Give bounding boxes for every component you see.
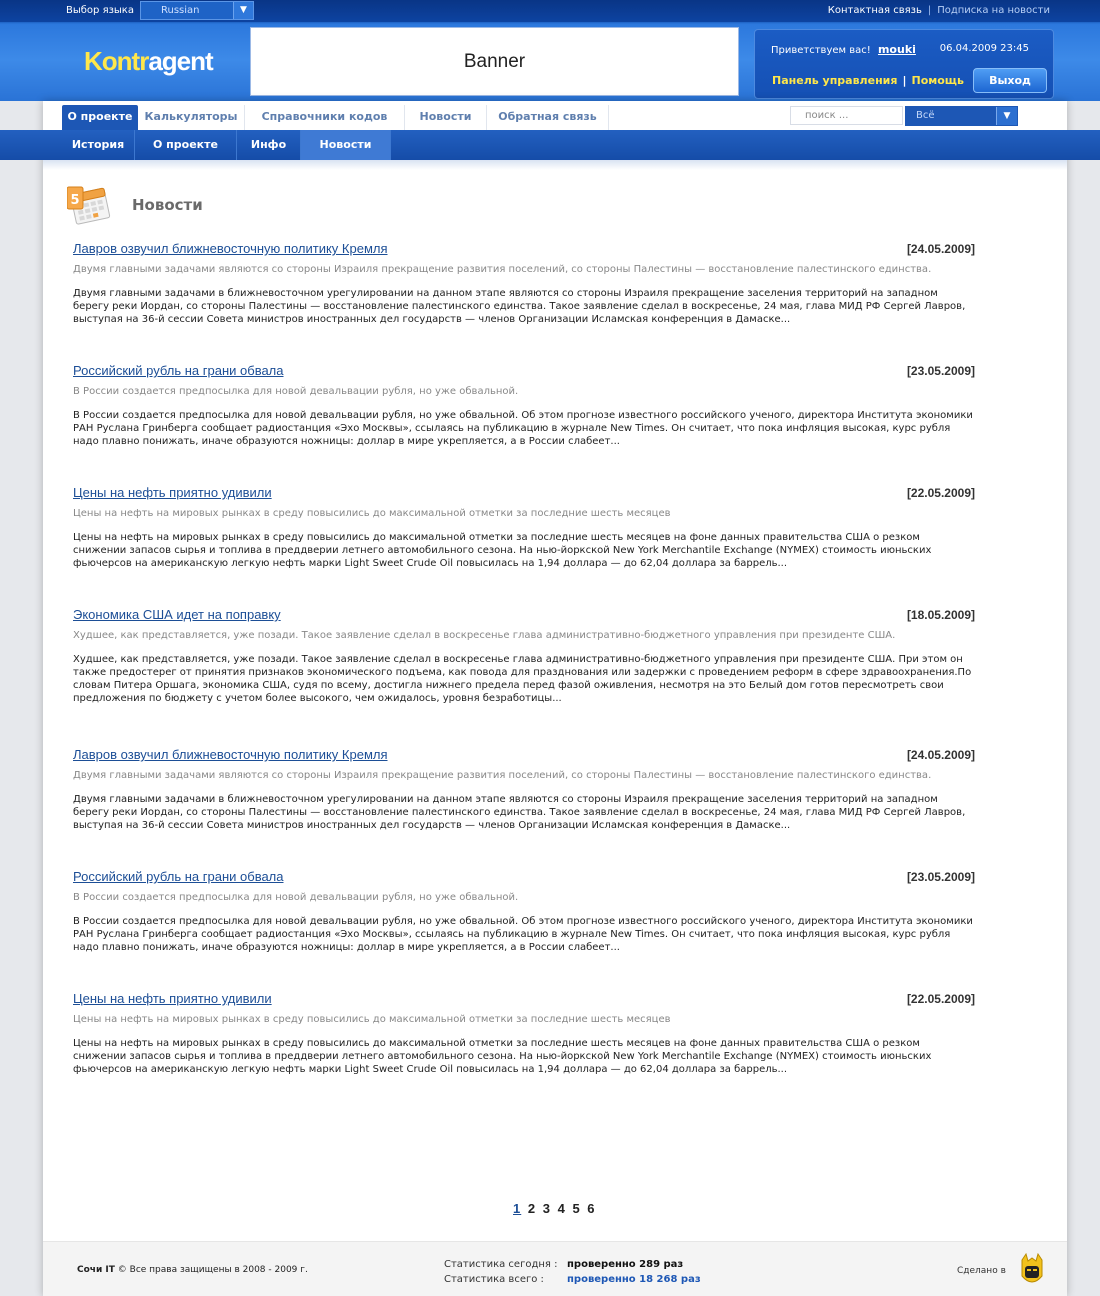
tab-about[interactable]: О проекте — [62, 105, 138, 130]
sub-nav — [0, 130, 1100, 160]
pagination — [513, 1201, 598, 1216]
news-date: [23.05.2009] — [906, 870, 975, 884]
news-item — [73, 991, 975, 1113]
user-links — [772, 74, 964, 87]
tab-code-directories[interactable]: Справочники кодов — [245, 105, 405, 130]
news-title-link[interactable]: Экономика США идет на поправку — [73, 607, 281, 622]
news-title-link[interactable]: Российский рубль на грани обвала — [73, 869, 284, 884]
news-body: Цены на нефть на мировых рынках в среду повысились до максимальной отметки за последние шесть месяцев на фоне данных правительства США о резком снижении запасов сырья и топлива в преддверии летнего автомобильного сезона. На нью-йоркской New York Merchantile Exchange (NYMEX) стоимость июньских фьючерсов на американскую легкую нефть марки Light Sweet Crude Oil повысилась на 1,94 доллара — до 62,04 доллара за баррель... — [73, 1038, 932, 1075]
page-container — [43, 101, 1067, 1296]
current-datetime: 06.04.2009 23:45 — [939, 43, 1029, 54]
contact-link[interactable]: Контактная связь — [827, 5, 922, 16]
copyright — [77, 1265, 308, 1275]
greeting-text: Приветствуем вас! — [771, 45, 871, 56]
logo-part-2: agent — [148, 46, 213, 76]
news-lead: Цены на нефть на мировых рынках в среду повысились до максимальной отметки за последние шесть месяцев — [73, 508, 671, 519]
chevron-down-icon[interactable]: ▼ — [996, 107, 1017, 125]
language-select[interactable] — [140, 1, 254, 20]
subnav-history[interactable]: История — [62, 130, 135, 160]
search-input[interactable]: поиск ... — [790, 106, 903, 125]
stats-total-value: проверенно 18 268 раз — [567, 1274, 701, 1285]
page-link-2[interactable]: 2 — [527, 1201, 537, 1216]
news-item — [73, 869, 975, 991]
newsletter-link[interactable]: Подписка на новости — [937, 5, 1050, 16]
subnav-shadow — [43, 160, 1067, 170]
subnav-info[interactable]: Инфо — [237, 130, 301, 160]
news-lead: В России создается предпосылка для новой девальвации рубля, но уже обвальной. — [73, 386, 519, 397]
main-nav — [43, 101, 1067, 130]
greeting — [771, 43, 916, 56]
stats-total — [444, 1272, 744, 1287]
made-by-label: Сделано в — [957, 1266, 1006, 1276]
news-body: Двумя главными задачами в ближневосточном урегулировании на данном этапе являются со стороны Израиля прекращение заселения территорий на западном берегу реки Иордан, со стороны Палестины — восстановление палестинского единства. Такое заявление сделал в воскресенье, 24 мая, глава МИД РФ Сергей Лавров, выступая на 36-й сессии Совета министров иностранных дел государств — членов Организации Исламская конференция в Дамаске... — [73, 288, 966, 325]
search-scope-value: Всё — [916, 110, 935, 121]
news-date: [24.05.2009] — [906, 242, 975, 256]
tab-calculators[interactable]: Калькуляторы — [138, 105, 245, 130]
page-link-6[interactable]: 6 — [587, 1201, 596, 1216]
news-title-link[interactable]: Российский рубль на грани обвала — [73, 363, 284, 378]
language-value: Russian — [161, 5, 200, 16]
news-item — [73, 485, 975, 607]
top-bar — [0, 0, 1100, 22]
news-date: [18.05.2009] — [906, 608, 975, 622]
news-body: В России создается предпосылка для новой девальвации рубля, но уже обвальной. Об этом прогнозе известного российского ученого, директора Института экономики РАН Руслана Гринберга сообщает радиостанция «Эхо Москвы», ссылаясь на публикацию в журнале New Times. Он считает, что пока инфляция высокая, курс рубля надо плавно понижать, иначе образуются ножницы: доллар в мире укрепляется, а в России слабеет... — [73, 410, 973, 447]
svg-text:5: 5 — [70, 193, 80, 208]
news-date: [23.05.2009] — [906, 364, 975, 378]
news-item — [73, 241, 975, 363]
stats — [444, 1257, 744, 1287]
news-title-link[interactable]: Лавров озвучил ближневосточную политику Кремля — [73, 241, 388, 256]
news-date: [24.05.2009] — [906, 748, 975, 762]
language-label: Выбор языка — [66, 5, 134, 16]
stats-today — [444, 1257, 744, 1272]
subnav-news[interactable]: Новости — [301, 130, 391, 160]
page-link-3[interactable]: 3 — [542, 1201, 551, 1216]
tab-feedback[interactable]: Обратная связь — [487, 105, 609, 130]
site-header — [0, 0, 1100, 101]
chevron-down-icon[interactable]: ▼ — [233, 2, 253, 19]
news-item — [73, 747, 975, 869]
news-list — [73, 241, 975, 1113]
top-links — [828, 5, 1050, 16]
developer-logo-icon[interactable] — [1018, 1252, 1046, 1288]
news-item — [73, 363, 975, 485]
footer — [43, 1241, 1067, 1296]
stats-today-value: проверенно 289 раз — [567, 1259, 684, 1270]
news-lead: В России создается предпосылка для новой девальвации рубля, но уже обвальной. — [73, 892, 519, 903]
news-date: [22.05.2009] — [906, 992, 975, 1006]
page-title: Новости — [132, 196, 203, 214]
news-body: Худшее, как представляется, уже позади. Такое заявление сделал в воскресенье глава административно-бюджетного управления при президенте США. При этом он также предостерег от принятия признаков экономического подъема, как повода для празднования или задержки с проведением реформ в сфере здравоохранения.По словам Питера Оршага, экономика США, судя по всему, достигла нижнего предела перед фазой оживления, несмотря на это Белый дом готов пересмотреть свои предложения по бюджету с учетом более высокого, чем ожидалось, уровня безработицы... — [73, 654, 972, 704]
page-link-5[interactable]: 5 — [572, 1201, 581, 1216]
subnav-about[interactable]: О проекте — [135, 130, 237, 160]
banner[interactable]: Banner — [250, 27, 739, 96]
news-body: Двумя главными задачами в ближневосточном урегулировании на данном этапе являются со стороны Израиля прекращение заселения территорий на западном берегу реки Иордан, со стороны Палестины — восстановление палестинского единства. Такое заявление сделал в воскресенье, 24 мая, глава МИД РФ Сергей Лавров, выступая на 36-й сессии Совета министров иностранных дел государств — членов Организации Исламская конференция в Дамаске... — [73, 794, 966, 831]
divider: | — [927, 5, 932, 16]
news-body: В России создается предпосылка для новой девальвации рубля, но уже обвальной. Об этом прогнозе известного российского ученого, директора Института экономики РАН Руслана Гринберга сообщает радиостанция «Эхо Москвы», ссылаясь на публикацию в журнале New Times. Он считает, что пока инфляция высокая, курс рубля надо плавно понижать, иначе образуются ножницы: доллар в мире укрепляется, а в России слабеет... — [73, 916, 973, 953]
news-title-link[interactable]: Цены на нефть приятно удивили — [73, 991, 272, 1006]
tab-news[interactable]: Новости — [405, 105, 487, 130]
page-link-4[interactable]: 4 — [557, 1201, 566, 1216]
news-lead: Цены на нефть на мировых рынках в среду повысились до максимальной отметки за последние шесть месяцев — [73, 1014, 671, 1025]
search-scope-select[interactable] — [905, 106, 1018, 126]
news-item — [73, 607, 975, 747]
control-panel-link[interactable]: Панель управления — [772, 74, 898, 87]
news-lead: Худшее, как представляется, уже позади. Такое заявление сделал в воскресенье глава административно-бюджетного управления при президенте США. — [73, 630, 896, 641]
copyright-text: © Все права защищены в 2008 - 2009 г. — [117, 1265, 308, 1275]
news-lead: Двумя главными задачами являются со стороны Израиля прекращение развития поселений, со стороны Палестины — восстановление палестинского единства. — [73, 770, 932, 781]
divider: | — [902, 74, 907, 87]
username-link[interactable]: mouki — [877, 43, 916, 56]
news-title-link[interactable]: Цены на нефть приятно удивили — [73, 485, 272, 500]
news-date: [22.05.2009] — [906, 486, 975, 500]
stats-total-label: Статистика всего : — [444, 1274, 544, 1285]
page-link-1[interactable]: 1 — [513, 1201, 522, 1216]
stats-today-label: Статистика сегодня : — [444, 1259, 558, 1270]
logout-button[interactable]: Выход — [973, 68, 1047, 93]
logo-part-1: Kontr — [84, 46, 149, 76]
news-title-link[interactable]: Лавров озвучил ближневосточную политику Кремля — [73, 747, 388, 762]
company-name: Сочи IT — [77, 1265, 115, 1275]
news-lead: Двумя главными задачами являются со стороны Израиля прекращение развития поселений, со стороны Палестины — восстановление палестинского единства. — [73, 264, 932, 275]
calendar-icon — [67, 183, 115, 227]
news-body: Цены на нефть на мировых рынках в среду повысились до максимальной отметки за последние шесть месяцев на фоне данных правительства США о резком снижении запасов сырья и топлива в преддверии летнего автомобильного сезона. На нью-йоркской New York Merchantile Exchange (NYMEX) стоимость июньских фьючерсов на американскую легкую нефть марки Light Sweet Crude Oil повысилась на 1,94 доллара — до 62,04 доллара за баррель... — [73, 532, 932, 569]
user-panel — [754, 29, 1054, 99]
help-link[interactable]: Помощь — [911, 74, 964, 87]
site-logo[interactable] — [84, 46, 213, 77]
